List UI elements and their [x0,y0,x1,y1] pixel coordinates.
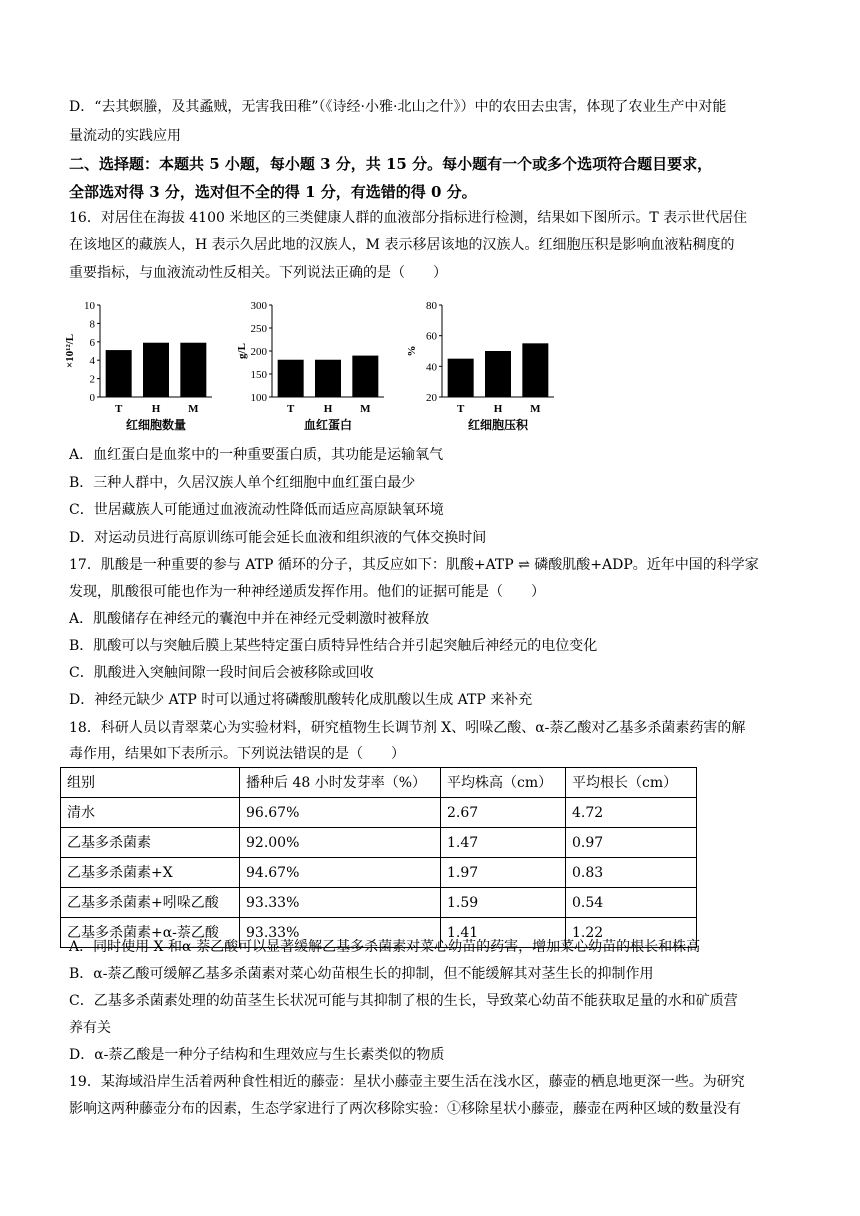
y-axis-label: % [406,345,418,357]
table-cell: 92.00% [240,828,441,858]
y-tick-label: 40 [426,361,437,374]
x-tick-label: H [493,403,503,415]
bar-chart-hematocrit [402,295,562,439]
bar-H [485,351,511,397]
y-axis-label: g/L [236,343,248,359]
y-tick-label: 150 [250,369,267,381]
option-b: B．肌酸可以与突触后膜上某些特定蛋白质特异性结合并引起突触后神经元的电位变化 [69,638,598,654]
table-cell: 0.97 [566,828,697,858]
question-16-stem: 重要指标，与血液流动性反相关。下列说法正确的是（ ） [69,265,447,281]
table-header-cell: 播种后 48 小时发芽率（%） [240,768,441,798]
y-tick-label: 80 [426,300,437,312]
question-16-stem: 16．对居住在海拔 4100 米地区的三类健康人群的血液部分指标进行检测，结果如下图所示。T 表示世代居住 [69,210,748,226]
table-cell: 93.33% [240,918,441,948]
table-row [61,888,697,918]
section-heading: 全部选对得 3 分，选对但不全的得 1 分，有选错的得 0 分。 [69,183,477,201]
bar-H [143,343,169,397]
y-tick-label: 4 [89,355,95,368]
question-18-stem: 18．科研人员以青翠菜心为实验材料，研究植物生长调节剂 X、吲哚乙酸、α-萘乙酸对乙基多杀菌素药害的解 [69,720,746,736]
y-tick-label: 200 [250,346,267,358]
question-17-stem: 17．肌酸是一种重要的参与 ATP 循环的分子，其反应如下：肌酸+ATP ⇌ 磷酸肌酸+ADP。近年中国的科学家 [69,557,759,573]
chart-title: 红细胞数量 [125,418,187,432]
option-c-continued: 养有关 [69,1020,111,1036]
table-header-row [61,768,697,798]
bar-chart-hemoglobin [232,295,392,439]
table-header-cell: 平均根长（cm） [566,768,697,798]
y-tick-label: 300 [250,300,267,312]
y-tick-label: 250 [250,323,267,335]
chart-title: 红细胞压积 [467,418,529,432]
bar-chart-group [60,295,580,435]
table-cell: 1.97 [441,858,566,888]
x-tick-label: T [286,403,295,415]
option-a: A．肌酸储存在神经元的囊泡中并在神经元受刺激时被释放 [69,611,430,627]
bar-T [448,359,474,397]
x-tick-label: M [530,403,541,415]
bar-M [522,343,548,397]
option-b: B．三种人群中，久居汉族人单个红细胞中血红蛋白最少 [69,475,416,491]
table-row [61,798,697,828]
table-cell: 93.33% [240,888,441,918]
bar-M [180,343,206,397]
table-cell: 96.67% [240,798,441,828]
question-17-stem: 发现，肌酸很可能也作为一种神经递质发挥作用。他们的证据可能是（ ） [69,584,545,600]
table-cell: 0.83 [566,858,697,888]
question-19-stem: 影响这两种藤壶分布的因素，生态学家进行了两次移除实验：①移除星状小藤壶，藤壶在两种区域的数量没有 [69,1101,741,1117]
x-tick-label: M [360,403,371,415]
option-c: C．世居藏族人可能通过血液流动性降低而适应高原缺氧环境 [69,502,444,518]
bar-chart-rbc-count [60,295,220,439]
table-cell: 清水 [61,798,240,828]
table-cell: 1.59 [441,888,566,918]
section-heading: 二、选择题：本题共 5 小题，每小题 3 分，共 15 分。每小题有一个或多个选项符合题目要求， [69,155,713,173]
table-header-cell: 平均株高（cm） [441,768,566,798]
table-row [61,858,697,888]
table-cell: 乙基多杀菌素+α-萘乙酸 [61,918,240,948]
option-b: B．α-萘乙酸可缓解乙基多杀菌素对菜心幼苗根生长的抑制，但不能缓解其对茎生长的抑制作用 [69,966,654,982]
y-axis-label: ×10¹²/L [64,333,76,369]
x-tick-label: H [151,403,161,415]
bar-H [315,360,341,397]
table-row [61,828,697,858]
option-a: A．同时使用 X 和α-萘乙酸可以显著缓解乙基多杀菌素对菜心幼苗的药害，增加菜心幼苗的根长和株高 [69,939,701,955]
option-d: D．神经元缺少 ATP 时可以通过将磷酸肌酸转化成肌酸以生成 ATP 来补充 [69,692,533,708]
table-cell: 1.22 [566,918,697,948]
y-tick-label: 0 [89,392,95,404]
option-c: C．肌酸进入突触间隙一段时间后会被移除或回收 [69,665,374,681]
x-tick-label: T [114,403,123,415]
y-tick-label: 20 [426,392,437,404]
option-d: D．对运动员进行高原训练可能会延长血液和组织液的气体交换时间 [69,530,487,546]
y-tick-label: 10 [84,300,95,312]
results-table [60,767,697,948]
x-tick-label: M [188,403,199,415]
x-tick-label: H [323,403,333,415]
y-tick-label: 100 [250,392,267,404]
y-tick-label: 60 [426,330,437,343]
option-c: C．乙基多杀菌素处理的幼苗茎生长状况可能与其抑制了根的生长，导致菜心幼苗不能获取足量的水和矿质营 [69,993,738,1009]
text-line: D．“去其螟螣，及其蟊贼，无害我田稚”（《诗经·小雅·北山之什》）中的农田去虫害，体现了农业生产中对能 [69,99,727,115]
question-19-stem: 19．某海域沿岸生活着两种食性相近的藤壶：星状小藤壶主要生活在浅水区，藤壶的栖息地更深一些。为研究 [69,1074,745,1090]
bar-M [352,356,378,397]
table-cell: 1.47 [441,828,566,858]
option-a: A．血红蛋白是血浆中的一种重要蛋白质，其功能是运输氧气 [69,447,444,463]
option-d: D．α-萘乙酸是一种分子结构和生理效应与生长素类似的物质 [69,1047,445,1063]
table-cell: 乙基多杀菌素+吲哚乙酸 [61,888,240,918]
table-cell: 乙基多杀菌素+X [61,858,240,888]
table-header-cell: 组别 [61,768,240,798]
question-18-stem: 毒作用，结果如下表所示。下列说法错误的是（ ） [69,746,405,762]
bar-T [278,360,304,397]
y-tick-label: 2 [89,373,95,386]
table-cell: 94.67% [240,858,441,888]
table-cell: 1.41 [441,918,566,948]
table-cell: 0.54 [566,888,697,918]
table-cell: 2.67 [441,798,566,828]
bar-T [106,350,132,397]
x-tick-label: T [456,403,465,415]
table-cell: 4.72 [566,798,697,828]
y-tick-label: 8 [89,318,95,331]
question-16-stem: 在该地区的藏族人，H 表示久居此地的汉族人，M 表示移居该地的汉族人。红细胞压积是影响血液粘稠度的 [69,237,735,253]
table-cell: 乙基多杀菌素 [61,828,240,858]
text-line: 量流动的实践应用 [69,128,181,144]
chart-title: 血红蛋白 [303,418,353,432]
y-tick-label: 6 [89,336,95,349]
